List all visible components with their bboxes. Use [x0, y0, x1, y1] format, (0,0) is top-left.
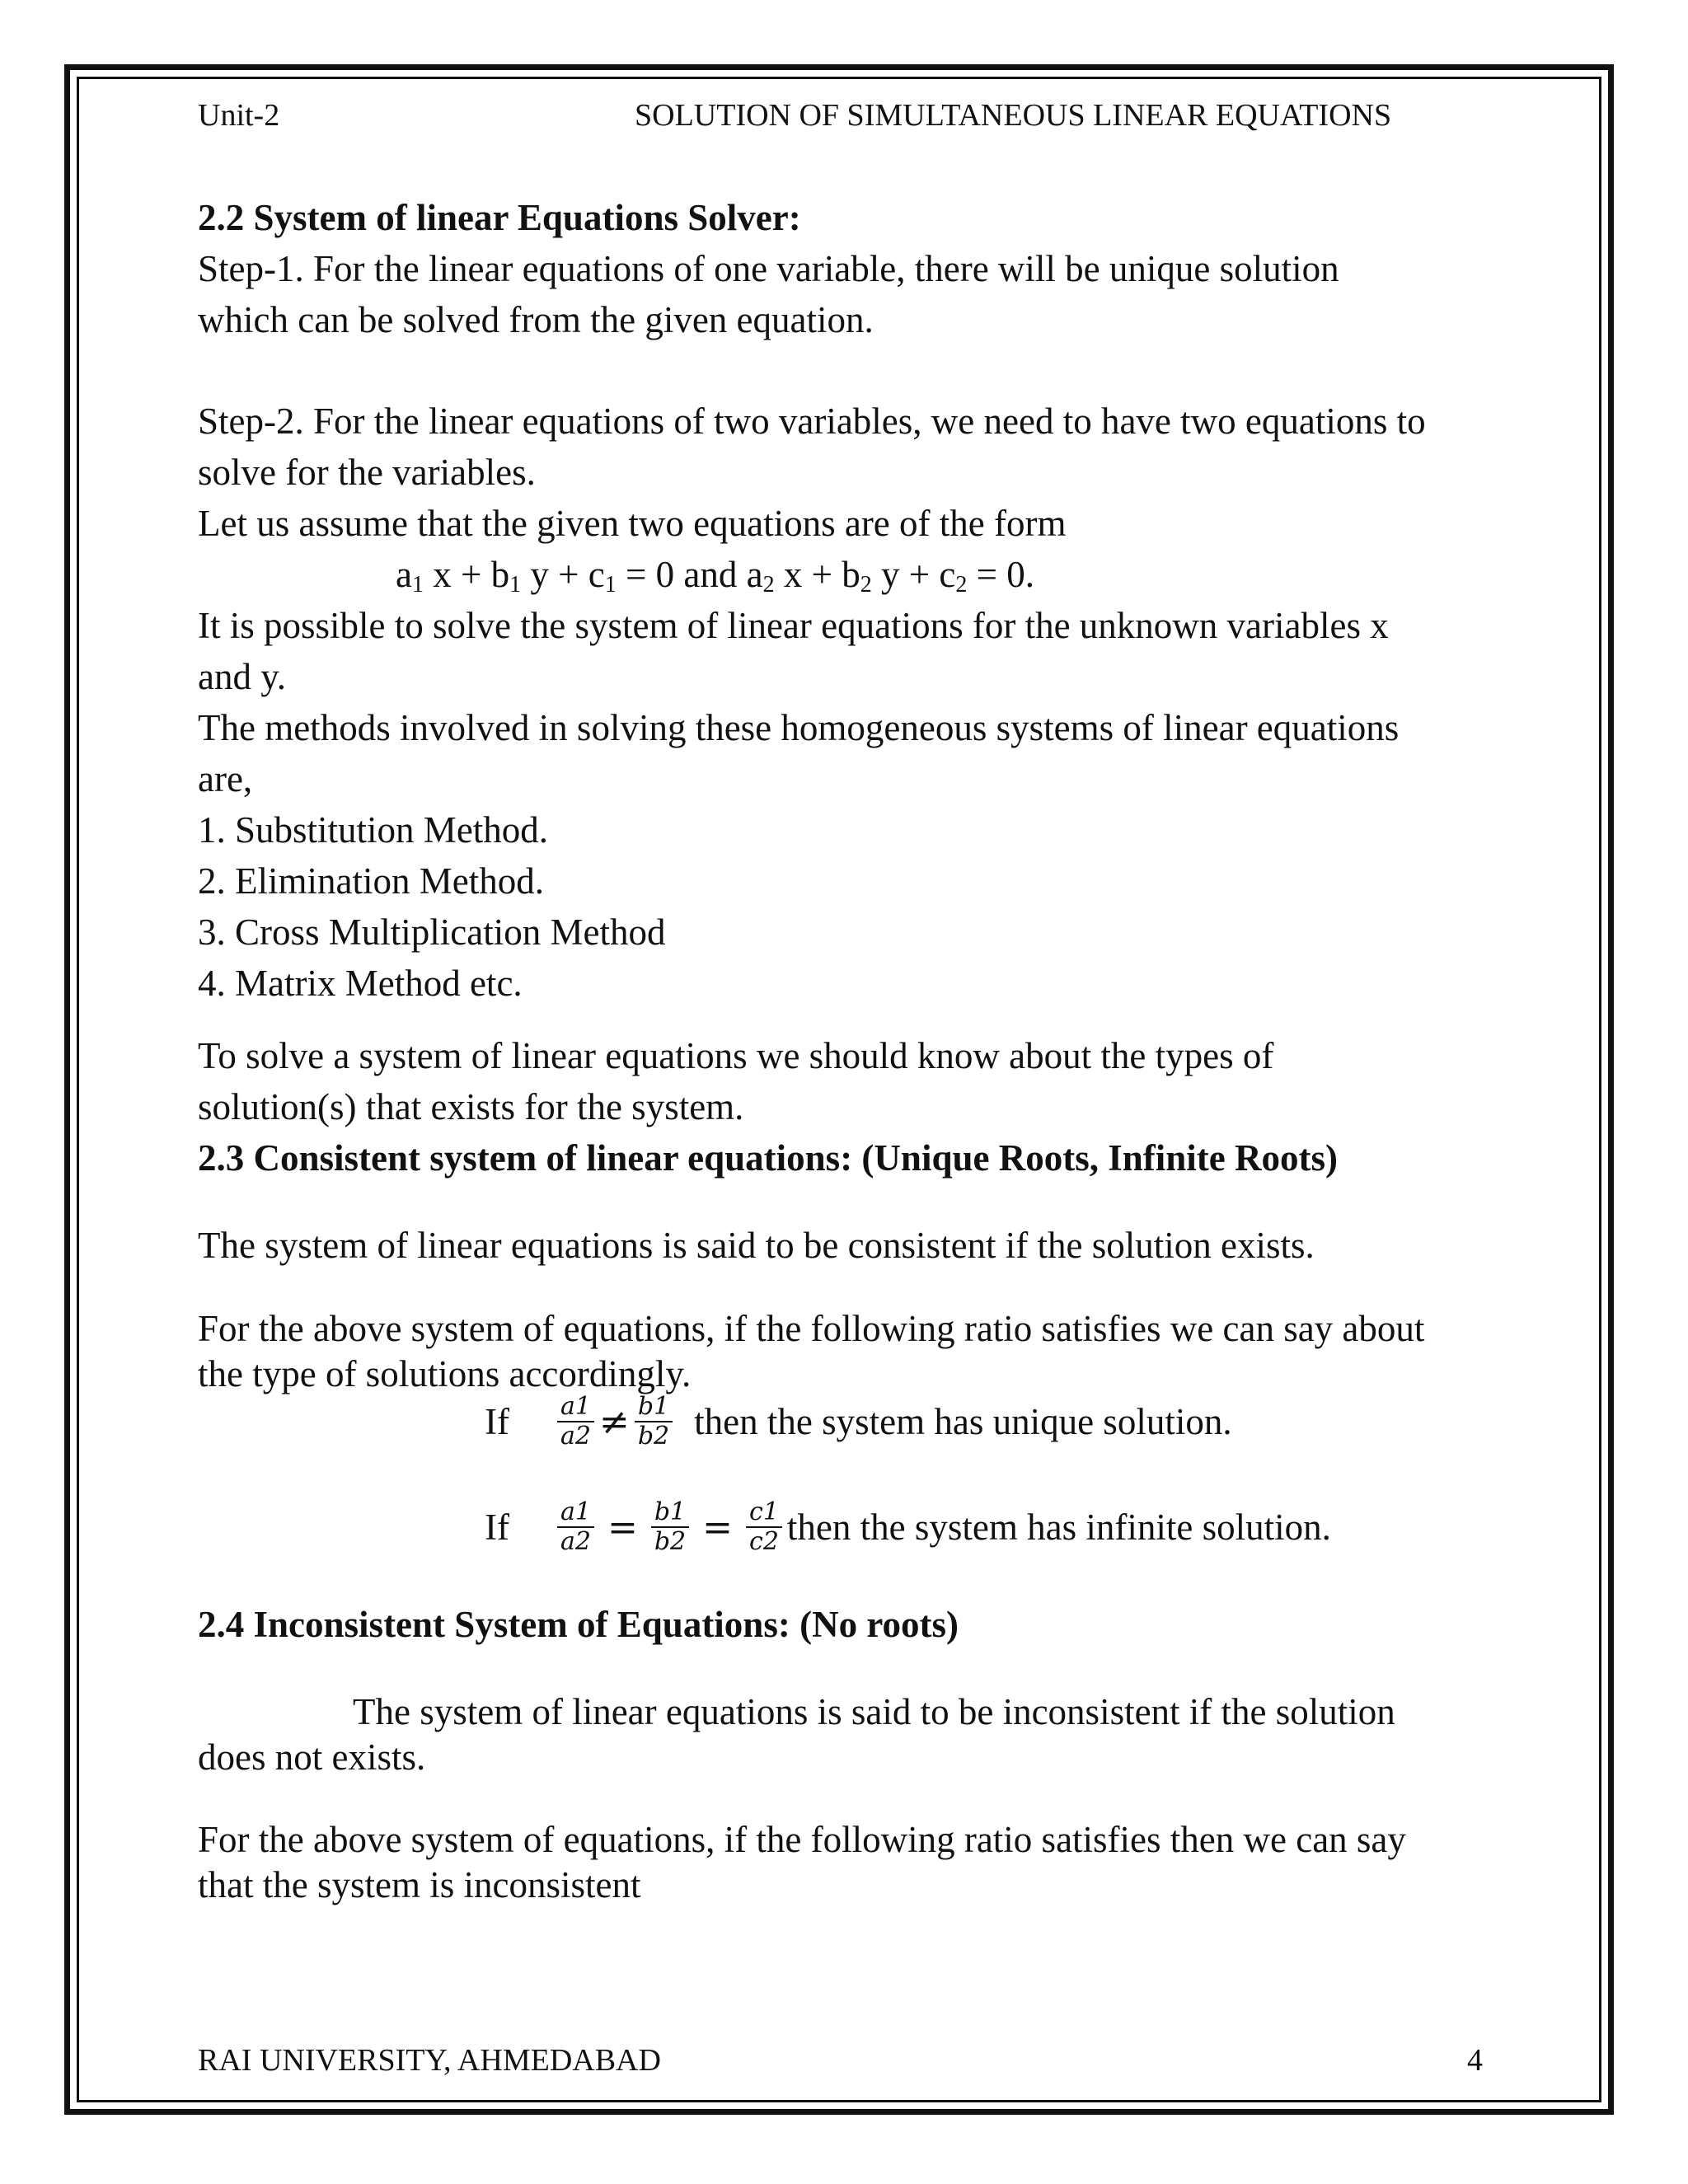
step2-line1: Step-2. For the linear equations of two variables, we need to have two equations to — [198, 401, 1426, 442]
infinite-solution-condition: If $\frac{a1}{a2}$ = $\frac{b1}{b2}$ = $\frac{c1}{c2}$ then the system has infinite solution. — [485, 1497, 1331, 1556]
section-2-4-heading-block — [198, 1599, 1484, 1650]
list-item: 2. Elimination Method. — [198, 860, 544, 902]
step1-line1: Step-1. For the linear equations of one variable, there will be unique solution — [198, 248, 1339, 289]
inconsistent-ratio-line2: that the system is inconsistent — [198, 1864, 641, 1905]
possible-line2: and y. — [198, 656, 287, 697]
methods-line2: are, — [198, 758, 253, 799]
consistent-definition: The system of linear equations is said to be consistent if the solution exists. — [198, 1225, 1315, 1266]
list-item: 1. Substitution Method. — [198, 809, 549, 851]
assume-line: Let us assume that the given two equations are of the form — [198, 503, 1067, 544]
possible-line1: It is possible to solve the system of linear equations for the unknown variables x — [198, 605, 1389, 646]
inconsistent-ratio-paragraph — [198, 1817, 1484, 1908]
inconsistent-definition — [198, 1690, 1484, 1780]
fraction-a1-a2: $\frac{a1}{a2}$ — [557, 1498, 594, 1556]
inconsistent-line2: does not exists. — [198, 1736, 426, 1778]
page-number: 4 — [1467, 2043, 1483, 2078]
inconsistent-ratio-line1: For the above system of equations, if the following ratio satisfies then we can say — [198, 1819, 1406, 1860]
list-item: 4. Matrix Method etc. — [198, 963, 523, 1004]
section-2-4-heading: 2.4 Inconsistent System of Equations: (No roots) — [198, 1604, 959, 1645]
consistent-ratio-paragraph — [198, 1306, 1484, 1397]
fraction-c1-c2: $\frac{c1}{c2}$ — [746, 1498, 782, 1556]
fraction-b1-b2: $\frac{b1}{b2}$ — [635, 1393, 673, 1451]
section-2-2-heading: 2.2 System of linear Equations Solver: — [198, 197, 801, 238]
section-2-2 — [198, 192, 1484, 345]
types-line1: To solve a system of linear equations we should know about the types of — [198, 1035, 1274, 1076]
methods-line1: The methods involved in solving these homogeneous systems of linear equations — [198, 707, 1400, 748]
fraction-a1-a2: $\frac{a1}{a2}$ — [557, 1393, 594, 1451]
header-unit: Unit-2 — [198, 98, 280, 133]
fraction-b1-b2: $\frac{b1}{b2}$ — [651, 1498, 689, 1556]
footer-university: RAI UNIVERSITY, AHMEDABAD — [198, 2043, 661, 2078]
section-2-3-heading: 2.3 Consistent system of linear equations: (Unique Roots, Infinite Roots) — [198, 1137, 1338, 1179]
step1-line2: which can be solved from the given equation. — [198, 299, 874, 340]
inconsistent-line1: The system of linear equations is said to be inconsistent if the solution — [353, 1691, 1395, 1732]
ratio-line2: the type of solutions accordingly. — [198, 1353, 692, 1394]
step2-line2: solve for the variables. — [198, 452, 536, 493]
header-title: SOLUTION OF SIMULTANEOUS LINEAR EQUATIONS — [635, 98, 1392, 133]
types-line2: solution(s) that exists for the system. — [198, 1086, 744, 1127]
list-item: 3. Cross Multiplication Method — [198, 912, 666, 953]
ratio-line1: For the above system of equations, if the following ratio satisfies we can say about — [198, 1308, 1425, 1349]
general-equation: $a_1$ $x + b_1$ $y + c_1 = 0$ and $a_2$ $x + b_2$ $y + c_2 = 0$. — [396, 554, 1034, 598]
types-paragraph — [198, 1030, 1484, 1183]
unique-solution-condition: If $\frac{a1}{a2}$ ≠ $\frac{b1}{b2}$ then the system has unique solution. — [485, 1392, 1232, 1451]
section-2-2-body — [198, 396, 1484, 1009]
